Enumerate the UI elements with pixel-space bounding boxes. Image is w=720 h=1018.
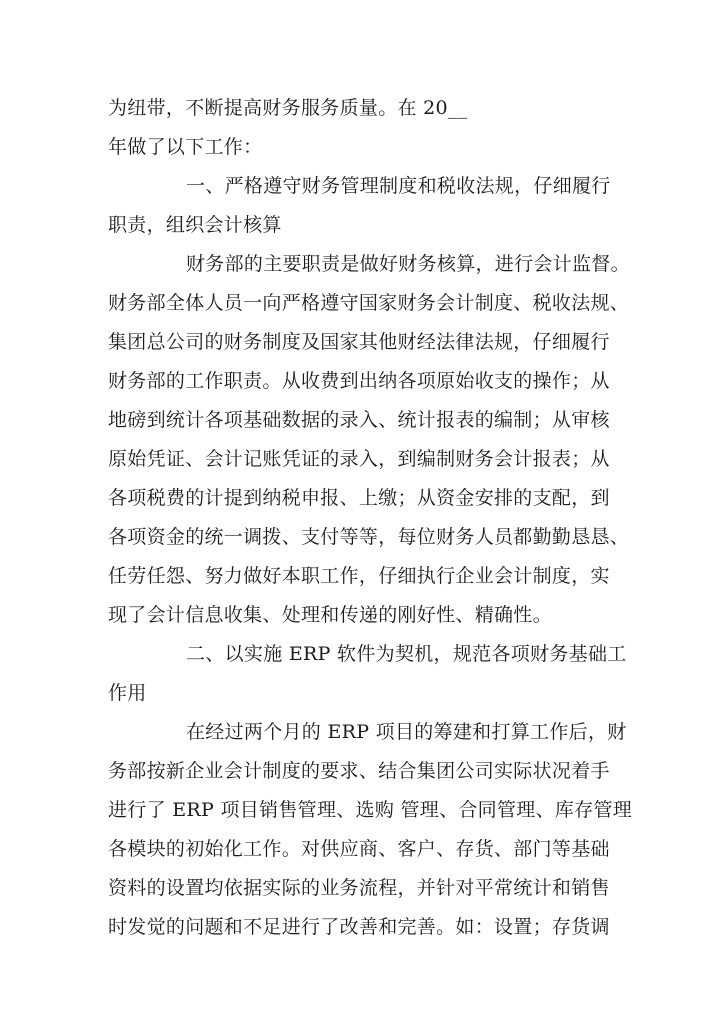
paragraph-2-line-5: 资料的设置均依据实际的业务流程，并针对平常统计和销售 — [108, 877, 610, 899]
paragraph-1-line-7: 各项税费的计提到纳税申报、上缴；从资金安排的支配，到 — [108, 487, 610, 509]
paragraph-2-line-2: 务部按新企业会计制度的要求、结合集团公司实际状况着手 — [108, 760, 610, 782]
paragraph-2-line-3: 进行了 ERP 项目销售管理、选购 管理、合同管理、库存管理 — [108, 799, 633, 821]
section-heading-1-cont: 职责，组织会计核算 — [108, 214, 282, 236]
paragraph-1-line-10: 现了会计信息收集、处理和传递的刚好性、精确性。 — [108, 604, 552, 626]
section-heading-2: 二、以实施 ERP 软件为契机，规范各项财务基础工 — [186, 643, 627, 665]
paragraph-1-line-3: 集团总公司的财务制度及国家其他财经法律法规，仔细履行 — [108, 331, 610, 353]
paragraph-1-line-8: 各项资金的统一调拨、支付等等，每位财务人员都勤勤恳恳、 — [108, 526, 630, 548]
paragraph-1-line-5: 地磅到统计各项基础数据的录入、统计报表的编制；从审核 — [108, 409, 610, 431]
section-heading-2-cont: 作用 — [108, 682, 147, 704]
paragraph-1-line-9: 任劳任怨、努力做好本职工作，仔细执行企业会计制度，实 — [108, 565, 610, 587]
text-line-2: 年做了以下工作： — [108, 136, 263, 158]
paragraph-1-line-4: 财务部的工作职责。从收费到出纳各项原始收支的操作；从 — [108, 370, 610, 392]
section-heading-1: 一、严格遵守财务管理制度和税收法规，仔细履行 — [186, 175, 611, 197]
paragraph-2-line-6: 时发觉的问题和不足进行了改善和完善。如：设置；存货调 — [108, 916, 610, 938]
paragraph-1-line-2: 财务部全体人员一向严格遵守国家财务会计制度、税收法规、 — [108, 292, 630, 314]
text-line-1: 为纽带，不断提高财务服务质量。在 20__ — [108, 97, 468, 119]
paragraph-1-line-6: 原始凭证、会计记账凭证的录入，到编制财务会计报表；从 — [108, 448, 610, 470]
paragraph-2-line-4: 各模块的初始化工作。对供应商、客户、存货、部门等基础 — [108, 838, 610, 860]
paragraph-1-line-1: 财务部的主要职责是做好财务核算，进行会计监督。 — [186, 253, 630, 275]
paragraph-2-line-1: 在经过两个月的 ERP 项目的筹建和打算工作后，财 — [186, 721, 627, 743]
